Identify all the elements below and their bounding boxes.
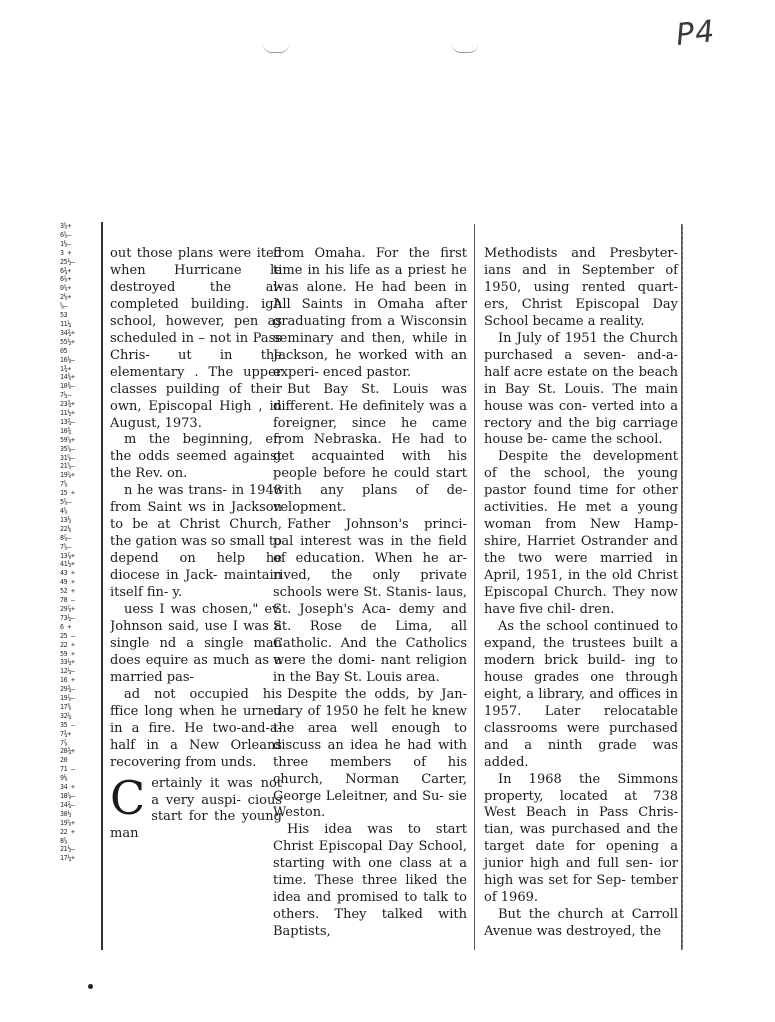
paragraph: ad not occupied his ffice long when he urned in a fire. He two-and-a-half in a New Orleans recovering from unds. — [110, 686, 282, 770]
ticker-value: 11½+ — [60, 409, 75, 418]
ticker-value: 29¾– — [60, 685, 75, 694]
ticker-value: 5⅝– — [60, 498, 72, 507]
page-number-annotation: P4 — [674, 14, 717, 53]
ticker-value: 7¼– — [60, 391, 72, 400]
ticker-value: 7⅝ — [60, 480, 68, 489]
paragraph: uess I was chosen," ev. Johnson said, use I was a single nd a single man does equire as much as a married pas- — [110, 602, 282, 685]
column-rule — [474, 224, 475, 950]
ticker-value: 1¾+ — [60, 364, 72, 373]
ticker-value: 21½– — [60, 845, 75, 854]
ticker-value: 29⅞+ — [60, 604, 75, 613]
ticker-value: 25 – — [60, 631, 75, 640]
ticker-value: 7¾+ — [60, 729, 72, 738]
paragraph: But the church at Carroll Avenue was destroyed, the — [484, 907, 678, 940]
ticker-value: 78 – — [60, 596, 75, 605]
ticker-value: 14⅜+ — [60, 373, 75, 382]
ticker-value: 49 + — [60, 578, 75, 587]
paragraph: Despite the odds, by Jan- uary of 1950 he felt he knew the area well enough to discuss an idea he had with three members of his church, Norman Carter, George Leleitner, and Su- sie Weston. — [273, 686, 467, 821]
ticker-value: 13½ — [60, 515, 72, 524]
ticker-value: 11¼ — [60, 319, 72, 328]
ticker-value: 6⅞+ — [60, 275, 72, 284]
ticker-value: 34 + — [60, 783, 75, 792]
ticker-value: 3⅝+ — [60, 222, 72, 230]
ticker-value: 20 — [60, 756, 68, 765]
ticker-value: 6¾+ — [60, 266, 72, 275]
article-column-3 — [484, 246, 678, 941]
ticker-value: 7⅞ — [60, 738, 68, 747]
ticker-value: 33¼+ — [60, 658, 75, 667]
ticker-value: 1⅛– — [60, 239, 72, 248]
clipping-edge — [681, 224, 683, 950]
ticker-value: 0⅝+ — [60, 284, 72, 293]
paragraph: Methodists and Presbyter- ians and in September of 1950, using rented quart- ers, Christ Episcopal Day School became a reality. — [484, 246, 678, 329]
stock-ticker-fragment — [60, 222, 98, 863]
paragraph-text: ertainly it was not a very auspi- cious start for the young man — [110, 775, 282, 842]
ticker-value: 9⅛ — [60, 774, 68, 783]
ticker-value: 6⅝– — [60, 230, 72, 239]
paragraph: His idea was to start Christ Episcopal Day School, starting with one class at a time. These three liked the idea and promised to talk to others. They talked with Baptists, — [273, 822, 467, 940]
ticker-value: 4⅝ — [60, 507, 68, 515]
ticker-value: 35⅝– — [60, 444, 75, 453]
ticker-value: 52 + — [60, 587, 75, 596]
ticker-value: 41½+ — [60, 560, 75, 569]
ticker-value: 15 + — [60, 489, 75, 498]
staple-mark — [452, 44, 478, 53]
paragraph: out those plans were ited when Hurricane le destroyed the al- completed building. igh school, however, pen as scheduled in – not in Pass Chris- ut in the elementary . The upper classes puilding of their own, Episcopal High , in August, 1973. — [110, 246, 282, 431]
dropcap-paragraph — [110, 770, 282, 844]
ticker-value: 25½– — [60, 257, 75, 266]
ticker-value: 28¾+ — [60, 747, 75, 756]
ticker-value: 17⅜ — [60, 702, 72, 711]
ticker-value: 19⅝+ — [60, 471, 75, 480]
drop-cap: C — [110, 770, 146, 825]
ticker-value: 22 + — [60, 827, 75, 836]
ticker-value: 43 + — [60, 569, 75, 578]
ticker-value: 2⅛+ — [60, 293, 72, 302]
article-column-2 — [273, 246, 467, 941]
ticker-value: 10¾ — [60, 426, 72, 435]
ticker-value: 17¼+ — [60, 854, 75, 863]
paragraph: from Omaha. For the first time in his life as a priest he was alone. He had been in All Saints in Omaha after graduating from a Wisconsin seminary and then, while in Jackson, he worked with an experi- enced pastor. — [273, 246, 467, 380]
ticker-value: 7⅝– — [60, 542, 72, 551]
ticker-value: 12¼– — [60, 667, 75, 676]
ticker-value: 55½+ — [60, 337, 75, 346]
ticker-value: 16⅛– — [60, 355, 75, 364]
paragraph: As the school continued to expand, the trustees built a modern brick build- ing to house grades one through eight, a library, and offices in 1957. Later relocatable classrooms were purchased and a ninth grade was added. — [484, 618, 678, 770]
ticker-value: 34¾+ — [60, 328, 75, 337]
ticker-value: 22⅛ — [60, 524, 72, 533]
ticker-value: 35 – — [60, 720, 75, 729]
ticker-value: 16 + — [60, 676, 75, 685]
ticker-value: 53 — [60, 311, 68, 320]
paragraph: In July of 1951 the Church purchased a seven- and-a-half acre estate on the beach in Bay St. Louis. The main house was con- verted into a rectory and the big carriage house be- came the school. — [484, 330, 678, 448]
ticker-value: 23¾+ — [60, 400, 75, 409]
paragraph: Father Johnson's princi- pal interest was in the field of education. When he ar- rived, the only private schools were St. Stanis- laus, St. Joseph's Aca- demy and St. Rose de Lima, all Catholic. And the Catholics were the domi- nant religion in the Bay St. Louis area. — [273, 517, 467, 685]
ticker-value: 32¼ — [60, 711, 72, 720]
ticker-value: 13⅞+ — [60, 551, 75, 560]
ticker-value: 22 + — [60, 640, 75, 649]
ticker-value: 21⅝– — [60, 462, 75, 471]
column-rule — [101, 222, 103, 950]
paragraph: But Bay St. Louis was different. He definitely was a foreigner, since he came from Nebraska. He had to get acquainted with his people before he could start with any plans of de- velopment. — [273, 381, 467, 516]
article-column-1 — [110, 246, 282, 843]
ticker-value: 30½ — [60, 809, 72, 818]
ticker-value: 19⅝+ — [60, 818, 75, 827]
ticker-value: 18⅝– — [60, 792, 75, 800]
ticker-value: 19⅞– — [60, 694, 75, 703]
ticker-value: 8⅞– — [60, 533, 72, 542]
ticker-value: 6 + — [60, 622, 72, 631]
ticker-value: 05 — [60, 346, 68, 355]
ticker-value: ⅝– — [60, 302, 68, 311]
newspaper-clipping — [60, 222, 682, 950]
ticker-value: 14¾– — [60, 800, 75, 809]
ticker-value: 71 – — [60, 765, 75, 774]
paragraph: Despite the development of the school, the young pastor found time for other activities. He met a young woman from New Hamp- shire, Harriet Ostrander and the two were married in April, 1951, in the old Christ Episcopal Church. They now have five chil- dren. — [484, 449, 678, 618]
ticker-value: 73¼– — [60, 613, 75, 622]
paragraph: m the beginning, er, the odds seemed against the Rev. on. — [110, 432, 282, 482]
stray-mark — [88, 984, 93, 989]
ticker-value: 59⅝+ — [60, 435, 75, 444]
ticker-value: 10⅜– — [60, 382, 75, 391]
staple-mark — [263, 44, 289, 53]
ticker-value: 31⅝– — [60, 453, 75, 462]
ticker-value: 3 + — [60, 248, 72, 257]
ticker-value: 59 + — [60, 649, 75, 658]
paragraph: n he was trans- in 1948 from Saint ws in Jackson to be at Christ Church, the gation was so small to depend on help he diocese in Jack- maintain itself fin- y. — [110, 483, 282, 601]
ticker-value: 13¾– — [60, 417, 75, 426]
ticker-value: 8⅝ — [60, 836, 68, 845]
paragraph: In 1968 the Simmons property, located at 738 West Beach in Pass Chris- tian, was purchased and the target date for opening a junior high and full sen- ior high was set for Sep- tember of 1969. — [484, 771, 678, 906]
